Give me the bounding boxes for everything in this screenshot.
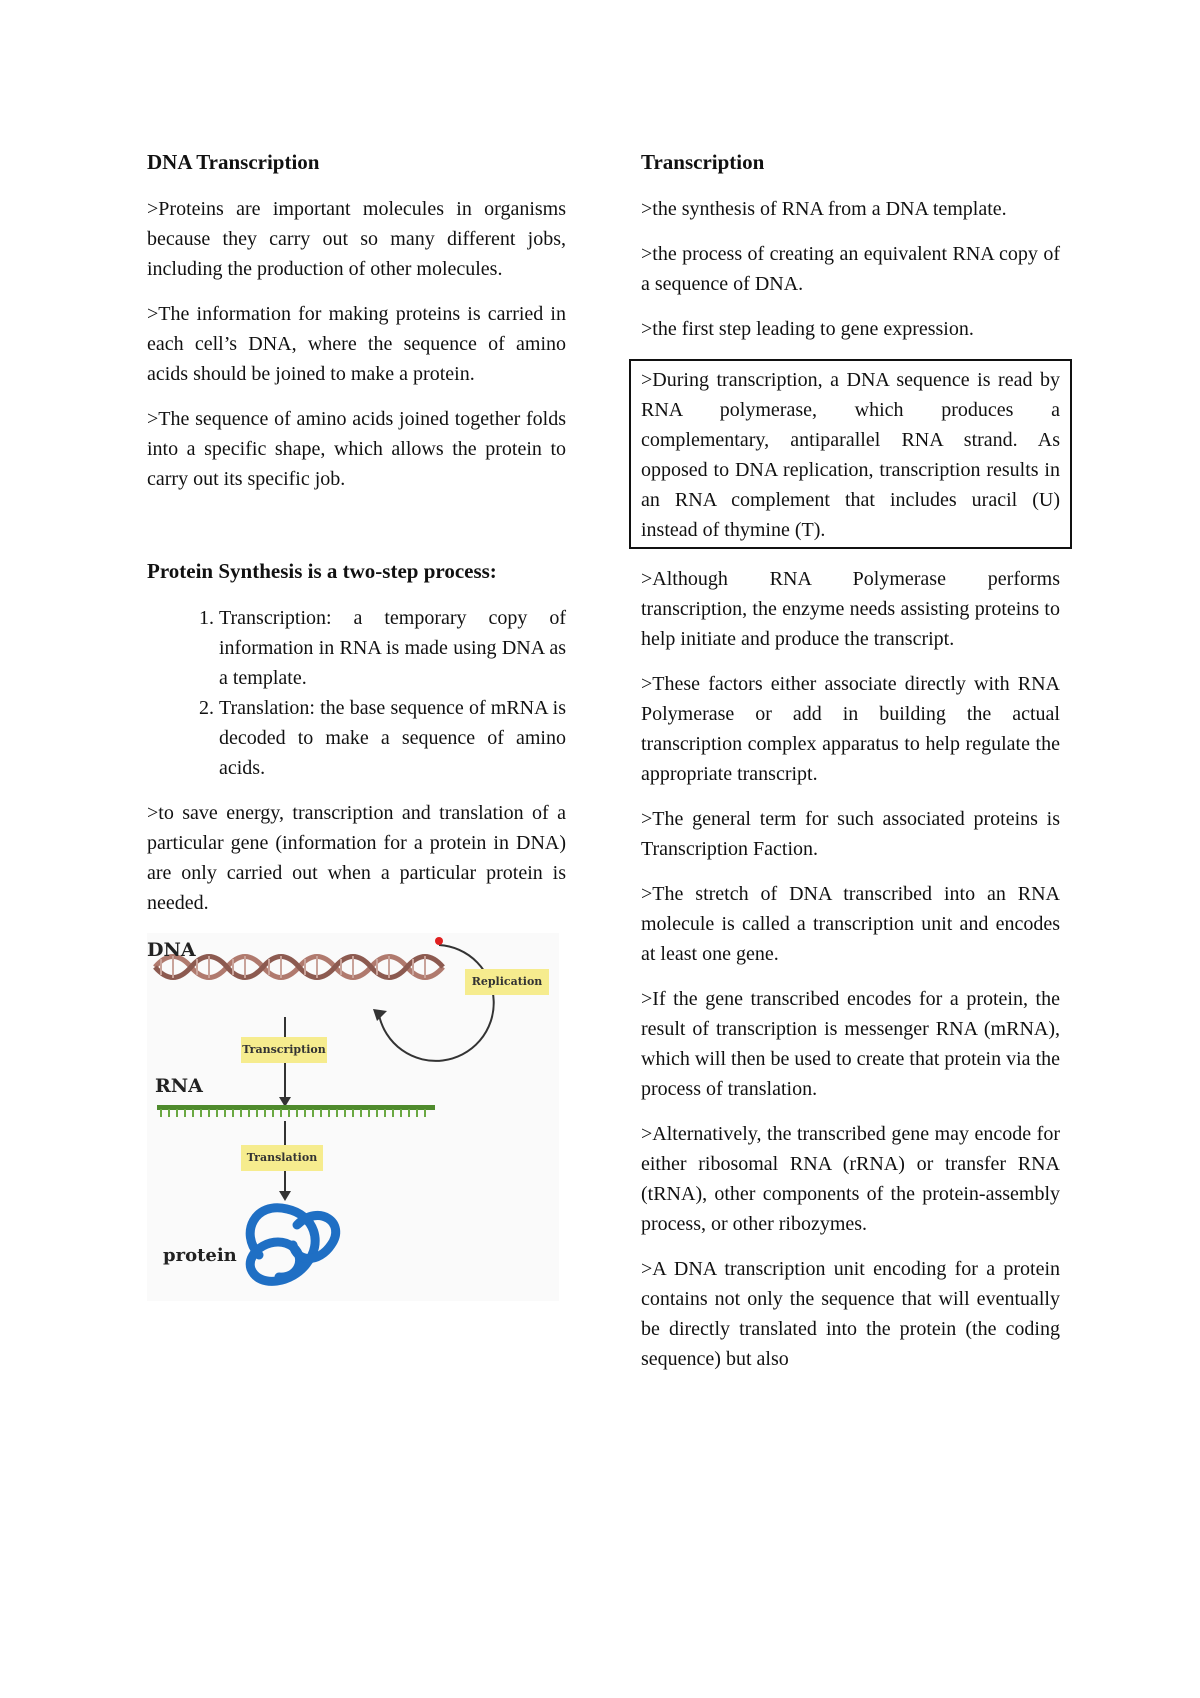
dna-label: DNA [147, 939, 196, 961]
paragraph: >If the gene transcribed encodes for a protein, the result of transcription is messenger RNA (mRNA), which will then be used to create that protein via the process of translation. [641, 988, 1060, 1100]
paragraph: >Although RNA Polymerase performs transcription, the enzyme needs assisting proteins to help initiate and produce the transcript. [641, 568, 1060, 650]
list-item: 2. Translation: the base sequence of mRNA is decoded to make a sequence of amino acids. [219, 693, 566, 783]
transcription-tag: Transcription [241, 1037, 327, 1063]
list-item: 1. Transcription: a temporary copy of information in RNA is made using DNA as a template. [219, 603, 566, 693]
paragraph: >Proteins are important molecules in organisms because they carry out so many different jobs, including the production of other molecules. [147, 198, 566, 280]
rna-strand [157, 1105, 435, 1117]
steps-list [147, 603, 566, 783]
paragraph: >The stretch of DNA transcribed into an RNA molecule is called a transcription unit and encodes at least one gene. [641, 883, 1060, 965]
highlighted-box [629, 359, 1072, 549]
protein-label: protein [163, 1245, 237, 1266]
paragraph: >the process of creating an equivalent RNA copy of a sequence of DNA. [641, 243, 1060, 295]
protein-structure [250, 1208, 336, 1282]
boxed-paragraph: >During transcription, a DNA sequence is read by RNA polymerase, which produces a complementary, antiparallel RNA strand. As opposed to DNA replication, transcription results in an RNA complement that includes uracil (U) instead of thymine (T). [641, 369, 1060, 541]
translation-tag: Translation [241, 1145, 323, 1171]
right-column [641, 148, 1060, 1389]
paragraph: >A DNA transcription unit encoding for a protein contains not only the sequence that will eventually be directly translated into the protein (the coding sequence) but also [641, 1258, 1060, 1370]
paragraph: >The sequence of amino acids joined together folds into a specific shape, which allows the protein to carry out its specific job. [147, 408, 566, 490]
paragraph: >The information for making proteins is carried in each cell’s DNA, where the sequence of amino acids should be joined to make a protein. [147, 303, 566, 385]
heading-transcription: Transcription [641, 150, 765, 174]
paragraph: >Alternatively, the transcribed gene may encode for either ribosomal RNA (rRNA) or transfer RNA (tRNA), other components of the protein-assembly process, or other ribozymes. [641, 1123, 1060, 1235]
dna-helix [155, 956, 443, 978]
paragraph: >to save energy, transcription and translation of a particular gene (information for a protein in DNA) are only carried out when a particular protein is needed. [147, 802, 566, 914]
paragraph: >The general term for such associated proteins is Transcription Faction. [641, 808, 1060, 860]
arrow-head-icon [279, 1191, 291, 1201]
central-dogma-figure [147, 933, 559, 1301]
left-column [147, 148, 566, 1301]
paragraph: >the synthesis of RNA from a DNA template. [641, 198, 1007, 220]
rna-label: RNA [155, 1075, 203, 1097]
paragraph: >These factors either associate directly with RNA Polymerase or add in building the actual transcription complex apparatus to help regulate the appropriate transcript. [641, 673, 1060, 785]
heading-dna-transcription: DNA Transcription [147, 150, 320, 174]
heading-protein-synthesis: Protein Synthesis is a two-step process: [147, 559, 497, 583]
replication-tag: Replication [465, 969, 549, 995]
paragraph: >the first step leading to gene expression. [641, 318, 974, 340]
spacer [147, 509, 566, 557]
